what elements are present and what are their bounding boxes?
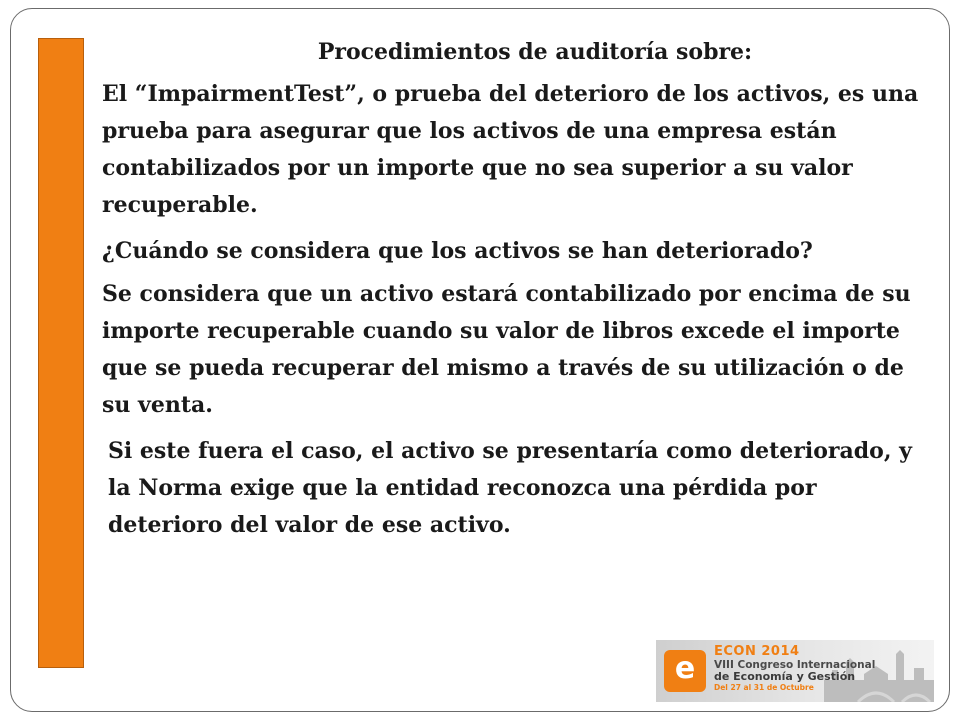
logo-line-topic: de Economía y Gestión [714, 670, 856, 683]
logo-dates: Del 27 al 31 de Octubre [714, 683, 814, 692]
logo-event-name: ECON 2014 [714, 644, 800, 659]
paragraph-consequence: Si este fuera el caso, el activo se presentaría como deteriorado, y la Norma exige que la entidad reconozca una pérdida por deterioro del valor de ese activo. [108, 438, 912, 538]
econ-logo-banner [656, 640, 934, 702]
slide-title: Procedimientos de auditoría sobre: [317, 39, 753, 65]
slide-content [102, 34, 932, 553]
logo-badge-letter: e [674, 651, 696, 686]
econ-e-logo-icon [664, 650, 706, 692]
paragraph-question: ¿Cuándo se considera que los activos se han deteriorado? [102, 238, 813, 264]
logo-text-block [714, 644, 929, 693]
logo-line-congress: VIII Congreso Internacional [714, 659, 876, 671]
paragraph-explanation: Se considera que un activo estará contabilizado por encima de su importe recuperable cuando su valor de libros excede el importe que se pueda recuperar del mismo a través de su utilización o de su venta. [102, 281, 911, 418]
paragraph-impairment-definition: El “ImpairmentTest”, o prueba del deterioro de los activos, es una prueba para asegurar que los activos de una empresa están contabilizados por un importe que no sea superior a su valor recuperable. [102, 81, 919, 218]
orange-side-bar [38, 38, 84, 668]
